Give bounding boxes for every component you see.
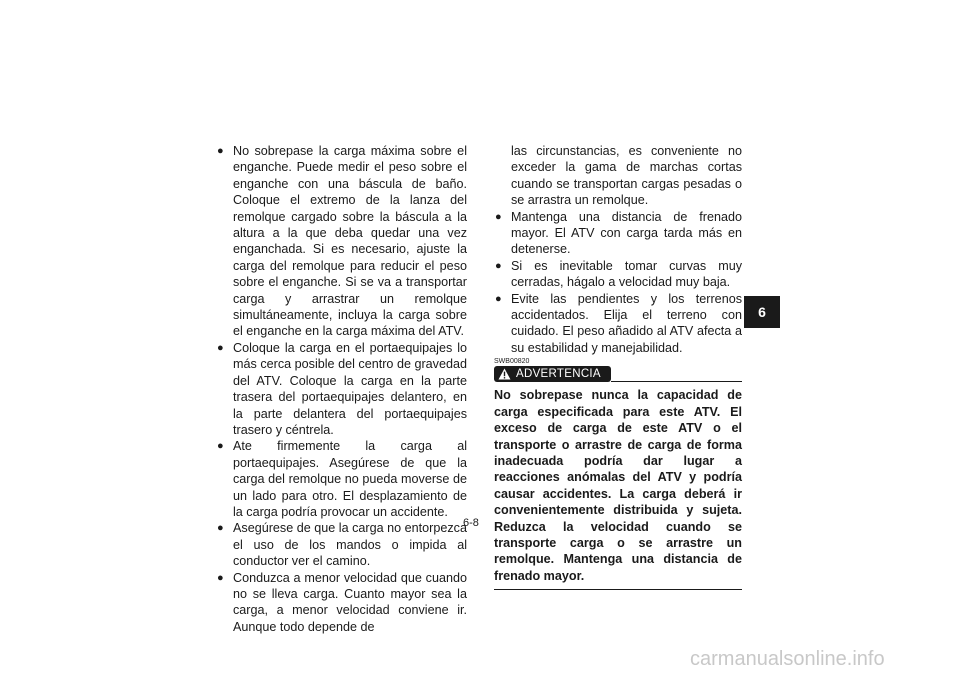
bullet-icon: ● xyxy=(217,571,224,584)
bullet-icon: ● xyxy=(217,341,224,354)
warning-code: SWB00820 xyxy=(494,358,530,366)
bullet-icon: ● xyxy=(217,145,224,157)
page-number: 6-8 xyxy=(463,517,479,529)
left-column xyxy=(216,143,467,635)
warning-divider xyxy=(611,381,742,382)
warning-text: No sobrepase nunca la capacidad de carga especificada para este ATV. El exceso de carga de este ATV o el transporte o arrastre de carga de forma inadecuada podría dar lugar a reacciones anómalas del ATV y podría causar accidentes. La carga deberá ir convenientemente distribuida y sujeta. Reduzca la velocidad cuando se transporte carga o se arrastre un remolque. Mantenga una distancia de frenado mayor. xyxy=(494,388,742,583)
list-item-text: Ate firmemente la carga al portaequipajes. Asegúrese de que la carga del remolque no pueda moverse de un lado para otro. El desplazamiento de la carga podría provocar un accidente. xyxy=(233,439,467,519)
bullet-icon: ● xyxy=(217,440,224,453)
list-item-text: Mantenga una distancia de frenado mayor. El ATV con carga tarda más en detenerse. xyxy=(511,209,742,257)
list-item xyxy=(494,209,742,258)
bullet-icon: ● xyxy=(495,210,502,223)
list-item-text: Coloque la carga en el portaequipajes lo más cerca posible del centro de gravedad del ATV. Coloque la carga en la parte trasera del portaequipajes delantero, en la parte delantera del portaequipajes trasero y céntrela. xyxy=(233,340,467,437)
bullet-icon: ● xyxy=(495,259,502,272)
warning-header xyxy=(494,366,742,383)
warning-label: ADVERTENCIA xyxy=(516,368,601,381)
list-item xyxy=(216,570,467,636)
list-item xyxy=(216,438,467,520)
list-item xyxy=(216,340,467,438)
bullet-icon: ● xyxy=(495,292,502,305)
list-item xyxy=(494,291,742,357)
bullet-icon: ● xyxy=(217,522,224,535)
list-item xyxy=(216,520,467,569)
list-item xyxy=(494,258,742,291)
list-item-text: Si es inevitable tomar curvas muy cerradas, hágalo a velocidad muy baja. xyxy=(511,258,742,290)
section-tab: 6 xyxy=(744,296,780,328)
warning-end-divider xyxy=(494,589,742,590)
list-item xyxy=(216,143,467,340)
list-item-text: No sobrepase la carga máxima sobre el enganche. Puede medir el peso sobre el enganche con una báscula de baño. Coloque el extremo de la lanza del remolque cargado sobre la báscula a la altura a la que deba quedar una vez enganchada. Si es necesario, ajuste la carga del remolque para reducir el peso sobre el enganche. Si se va a transportar carga y arrastrar un remolque simultáneamente, incluya la carga sobre el enganche en la carga máxima del ATV. xyxy=(233,144,467,339)
list-item-text: Conduzca a menor velocidad que cuando no se lleva carga. Cuanto mayor sea la carga, a menor velocidad conviene ir. Aunque todo depende de xyxy=(233,570,467,634)
list-item-text: Evite las pendientes y los terrenos accidentados. Elija el terreno con cuidado. El peso añadido al ATV afecta a su estabilidad y manejabilidad. xyxy=(511,291,742,355)
right-column xyxy=(494,143,742,590)
list-item-text: Asegúrese de que la carga no entorpezca el uso de los mandos o impida al conductor ver el camino. xyxy=(233,521,467,569)
watermark: carmanualsonline.info xyxy=(690,648,885,670)
continuation-text: las circunstancias, es conveniente no exceder la gama de marchas cortas cuando se transportan cargas pesadas o se arrastra un remolque. xyxy=(511,144,742,208)
warning-badge xyxy=(494,366,611,382)
warning-triangle-icon xyxy=(494,366,514,382)
